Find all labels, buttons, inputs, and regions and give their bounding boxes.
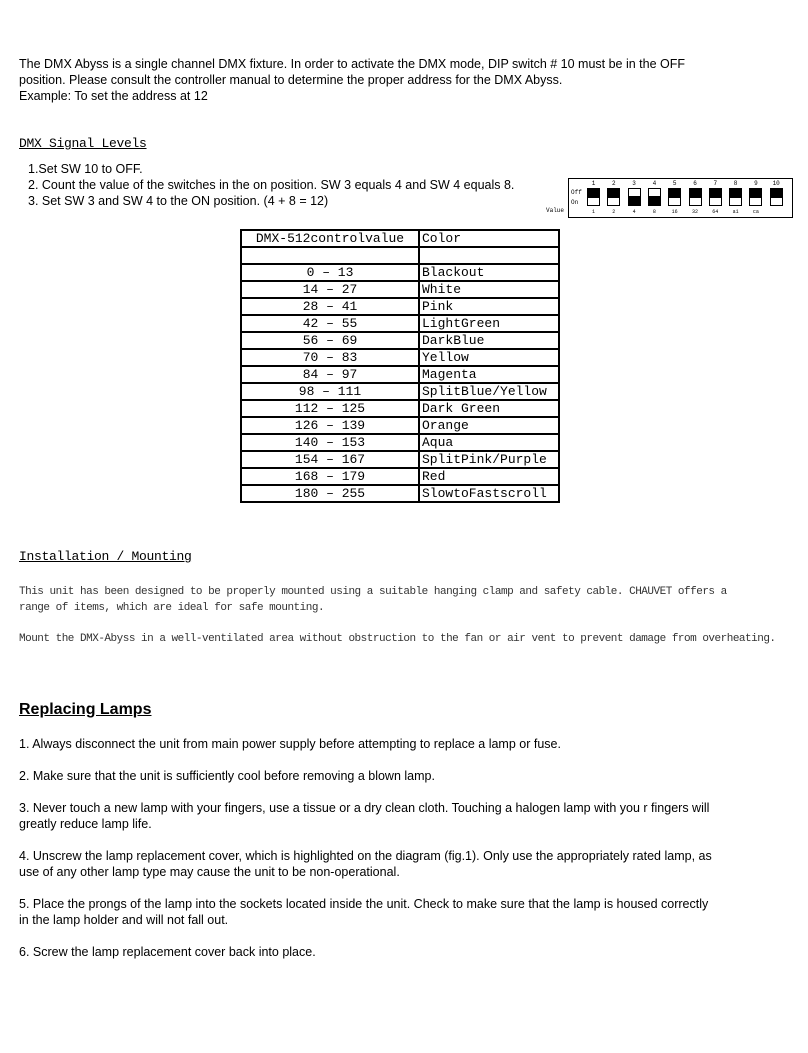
replacing-item — [19, 848, 799, 880]
dip-switch-knob — [629, 196, 640, 205]
installation-line: range of items, which are ideal for safe mounting. — [19, 602, 325, 614]
dip-switch-knob — [690, 189, 701, 198]
table-empty-cell — [419, 247, 559, 264]
replacing-item-line: 1. Always disconnect the unit from main power supply before attempting to replace a lamp or fuse. — [19, 737, 561, 751]
color-cell: White — [419, 281, 559, 298]
table-row — [241, 485, 559, 502]
color-cell: Blackout — [419, 264, 559, 281]
table-header-row — [241, 230, 559, 247]
replacing-item-line: use of any other lamp type may cause the unit to be non-operational. — [19, 865, 400, 879]
intro-line: Example: To set the address at 12 — [19, 89, 208, 103]
dip-switch-6 — [689, 188, 702, 206]
dip-switch-knob — [730, 189, 741, 198]
table-row — [241, 366, 559, 383]
dip-switch-knob — [608, 189, 619, 198]
dip-switch-value: 8 — [652, 209, 656, 215]
step-item: 1.Set SW 10 to OFF. — [28, 162, 143, 176]
dmx-value-cell: 98 – 111 — [241, 383, 419, 400]
table-header-value: DMX-512controlvalue — [241, 230, 419, 247]
replacing-item-line: 4. Unscrew the lamp replacement cover, which is highlighted on the diagram (fig.1). Only use the appropriately rated lamp, as — [19, 849, 712, 863]
table-row — [241, 332, 559, 349]
intro-paragraph — [19, 56, 799, 104]
color-cell: Pink — [419, 298, 559, 315]
dip-switch-9 — [749, 188, 762, 206]
dip-switch-value: a1 — [732, 209, 739, 215]
dip-switch-value: 16 — [671, 209, 678, 215]
table-row — [241, 434, 559, 451]
table-row — [241, 451, 559, 468]
dip-switch-number: 9 — [754, 180, 758, 187]
color-cell: Red — [419, 468, 559, 485]
dmx-color-table — [240, 229, 560, 503]
dip-switch-number: 2 — [611, 180, 616, 187]
step-item: 3. Set SW 3 and SW 4 to the ON position. (4 + 8 = 12) — [28, 194, 329, 208]
installation-line: This unit has been designed to be properly mounted using a suitable hanging clamp and safety cable. CHAUVET offers a — [19, 586, 727, 598]
dip-switch-number: 5 — [672, 180, 677, 187]
color-cell: SplitPink/Purple — [419, 451, 559, 468]
dip-switch-knob — [669, 189, 680, 198]
dip-switch-value: 64 — [712, 209, 719, 215]
replacing-item — [19, 896, 799, 928]
dip-switch-value: 4 — [632, 209, 636, 215]
table-row — [241, 468, 559, 485]
dmx-value-cell: 84 – 97 — [241, 366, 419, 383]
dip-switch-number: 7 — [713, 180, 718, 187]
replacing-item-line: 6. Screw the lamp replacement cover back into place. — [19, 945, 316, 959]
table-header-color: Color — [419, 230, 559, 247]
dip-switch-number: 6 — [693, 180, 697, 187]
dmx-value-cell: 28 – 41 — [241, 298, 419, 315]
dmx-value-cell: 56 – 69 — [241, 332, 419, 349]
dip-switch-1 — [587, 188, 600, 206]
color-cell: Yellow — [419, 349, 559, 366]
table-empty-row — [241, 247, 559, 264]
replacing-item — [19, 768, 799, 784]
dmx-signal-heading: DMX Signal Levels — [19, 136, 147, 151]
table-row — [241, 298, 559, 315]
replacing-item-line: greatly reduce lamp life. — [19, 817, 152, 831]
dip-switch-number: 1 — [591, 180, 596, 187]
dip-switch-knob — [710, 189, 721, 198]
dip-switch-number: 8 — [733, 180, 738, 187]
table-row — [241, 383, 559, 400]
table-row — [241, 315, 559, 332]
color-cell: SlowtoFastscroll — [419, 485, 559, 502]
intro-line: The DMX Abyss is a single channel DMX fixture. In order to activate the DMX mode, DIP switch # 10 must be in the OFF — [19, 57, 686, 71]
color-cell: LightGreen — [419, 315, 559, 332]
replacing-item-line: 5. Place the prongs of the lamp into the sockets located inside the unit. Check to make sure that the lamp is housed correctly — [19, 897, 709, 911]
dip-switch-knob — [649, 196, 660, 205]
color-cell: Orange — [419, 417, 559, 434]
color-cell: Aqua — [419, 434, 559, 451]
dip-switch-4 — [648, 188, 661, 206]
step-item: 2. Count the value of the switches in the on position. SW 3 equals 4 and SW 4 equals 8. — [28, 178, 515, 192]
dip-switch-knob — [771, 189, 782, 198]
color-cell: DarkBlue — [419, 332, 559, 349]
replacing-item — [19, 800, 799, 832]
dmx-value-cell: 180 – 255 — [241, 485, 419, 502]
replacing-item-line: 3. Never touch a new lamp with your fingers, use a tissue or a dry clean cloth. Touching a halogen lamp with you r fingers will — [19, 801, 710, 815]
table-row — [241, 400, 559, 417]
table-row — [241, 281, 559, 298]
table-row — [241, 264, 559, 281]
table-row — [241, 417, 559, 434]
intro-line: position. Please consult the controller manual to determine the proper address for the DMX Abyss. — [19, 73, 563, 87]
replacing-item-line: in the lamp holder and will not fall out. — [19, 913, 229, 927]
dip-switch-number: 4 — [652, 180, 657, 187]
dip-switch-value: 2 — [612, 209, 616, 215]
dmx-value-cell: 0 – 13 — [241, 264, 419, 281]
replacing-item-line: 2. Make sure that the unit is sufficiently cool before removing a blown lamp. — [19, 769, 435, 783]
replacing-lamps-list — [19, 736, 799, 976]
dip-switch-knob — [588, 189, 599, 198]
dip-switch-3 — [628, 188, 641, 206]
replacing-lamps-heading: Replacing Lamps — [19, 701, 152, 718]
dip-switch-5 — [668, 188, 681, 206]
dmx-value-cell: 140 – 153 — [241, 434, 419, 451]
dip-switch-value: 32 — [691, 209, 698, 215]
dip-switch-number: 10 — [772, 180, 780, 187]
dip-off-label: Off — [571, 189, 582, 196]
dmx-value-cell: 112 – 125 — [241, 400, 419, 417]
dip-switch-8 — [729, 188, 742, 206]
table-row — [241, 349, 559, 366]
installation-paragraph: Mount the DMX-Abyss in a well-ventilated area without obstruction to the fan or air vent to prevent damage from overheating. — [19, 633, 776, 645]
dip-value-label: Value — [546, 207, 565, 214]
replacing-item — [19, 944, 799, 960]
dip-switch-7 — [709, 188, 722, 206]
color-cell: SplitBlue/Yellow — [419, 383, 559, 400]
table-empty-cell — [241, 247, 419, 264]
dmx-value-cell: 154 – 167 — [241, 451, 419, 468]
steps-list — [28, 161, 568, 209]
dmx-value-cell: 126 – 139 — [241, 417, 419, 434]
dip-switch-knob — [750, 189, 761, 198]
dip-switch-number: 3 — [632, 180, 636, 187]
replacing-item — [19, 736, 799, 752]
dip-switch-value: 1 — [591, 209, 595, 215]
installation-paragraph — [19, 584, 799, 616]
dip-on-label: On — [571, 199, 579, 206]
color-cell: Magenta — [419, 366, 559, 383]
dip-switch-value: ca — [752, 209, 759, 215]
dip-switch-10 — [770, 188, 783, 206]
installation-heading: Installation / Mounting — [19, 549, 192, 564]
dip-switch-2 — [607, 188, 620, 206]
dmx-value-cell: 70 – 83 — [241, 349, 419, 366]
dip-switch-diagram — [568, 178, 793, 218]
dmx-value-cell: 42 – 55 — [241, 315, 419, 332]
color-cell: Dark Green — [419, 400, 559, 417]
dmx-value-cell: 14 – 27 — [241, 281, 419, 298]
dmx-value-cell: 168 – 179 — [241, 468, 419, 485]
